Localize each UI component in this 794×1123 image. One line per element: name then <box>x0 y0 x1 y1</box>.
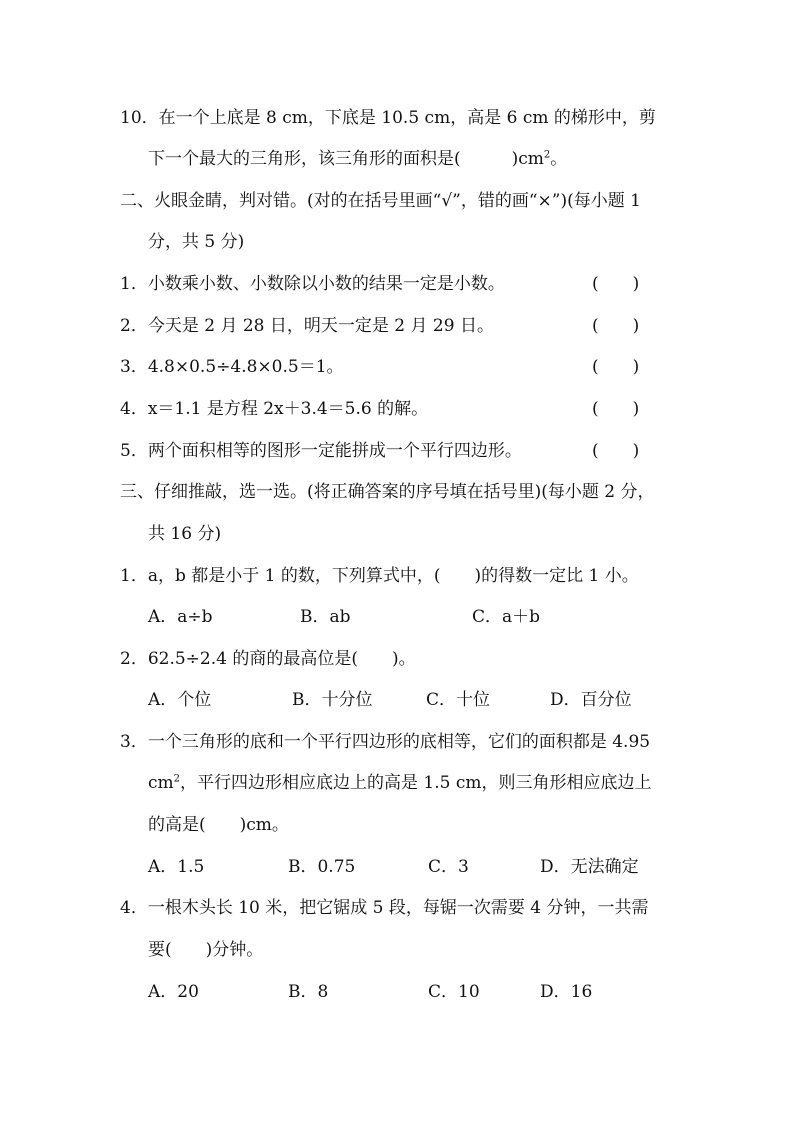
choice-q4-option-b[interactable]: B．8 <box>288 982 329 1002</box>
q10-line-2 <box>148 148 567 170</box>
judge-answer-blank-1[interactable]: ( ) <box>592 274 640 294</box>
choice-q3-line-2-text: ，平行四边形相应底边上的高是 1.5 cm，则三角形相应底边上 <box>180 773 652 793</box>
judge-answer-blank-5[interactable]: ( ) <box>592 441 640 461</box>
q10-line-2-end: 。 <box>550 149 568 169</box>
choice-q4-option-a[interactable]: A．20 <box>148 982 199 1002</box>
choice-q3-line-3: 的高是( )cm。 <box>148 815 289 835</box>
choice-q2-option-b[interactable]: B．十分位 <box>292 690 373 710</box>
choice-q4-option-d[interactable]: D．16 <box>540 982 593 1002</box>
choice-q4-line-1: 4．一根木头长 10 米，把它锯成 5 段，每锯一次需要 4 分钟，一共需 <box>120 898 649 918</box>
judge-item-5: 5．两个面积相等的图形一定能拼成一个平行四边形。 <box>120 441 522 461</box>
choice-q3-line-2 <box>148 772 652 794</box>
section3-heading-line-1: 三、仔细推敲，选一选。(将正确答案的序号填在括号里)(每小题 2 分， <box>120 482 655 502</box>
judge-answer-blank-2[interactable]: ( ) <box>592 316 640 336</box>
choice-q4-line-2: 要( )分钟。 <box>148 940 264 960</box>
choice-q3-option-c[interactable]: C．3 <box>428 857 469 877</box>
section3-heading-line-2: 共 16 分) <box>148 524 222 544</box>
choice-q1-option-a[interactable]: A．a÷b <box>148 607 213 627</box>
judge-item-3: 3．4.8×0.5÷4.8×0.5＝1。 <box>120 357 344 377</box>
choice-q2-option-c[interactable]: C．十位 <box>426 690 491 710</box>
choice-q2-stem: 2．62.5÷2.4 的商的最高位是( )。 <box>120 649 416 669</box>
choice-q4-option-c[interactable]: C．10 <box>428 982 480 1002</box>
judge-item-4: 4．x＝1.1 是方程 2x＋3.4＝5.6 的解。 <box>120 399 429 419</box>
judge-answer-blank-4[interactable]: ( ) <box>592 399 640 419</box>
q10-superscript: 2 <box>543 149 551 161</box>
choice-q3-unit: cm <box>148 773 174 793</box>
section2-heading-line-1: 二、火眼金睛，判对错。(对的在括号里画“√”，错的画“×”)(每小题 1 <box>120 191 641 211</box>
choice-q2-option-a[interactable]: A．个位 <box>148 690 212 710</box>
choice-q2-option-d[interactable]: D．百分位 <box>550 690 632 710</box>
judge-item-2: 2．今天是 2 月 28 日，明天一定是 2 月 29 日。 <box>120 316 494 336</box>
choice-q3-line-1: 3．一个三角形的底和一个平行四边形的底相等，它们的面积都是 4.95 <box>120 732 651 752</box>
choice-q1-option-c[interactable]: C．a＋b <box>472 607 541 627</box>
choice-q3-option-b[interactable]: B．0.75 <box>288 857 356 877</box>
choice-q3-option-a[interactable]: A．1.5 <box>148 857 205 877</box>
judge-item-1: 1．小数乘小数、小数除以小数的结果一定是小数。 <box>120 274 505 294</box>
judge-answer-blank-3[interactable]: ( ) <box>592 357 640 377</box>
choice-q3-superscript: 2 <box>173 773 181 785</box>
choice-q3-option-d[interactable]: D．无法确定 <box>540 857 639 877</box>
choice-q1-stem: 1．a，b 都是小于 1 的数，下列算式中，( )的得数一定比 1 小。 <box>120 566 639 586</box>
q10-line-2-text: 下一个最大的三角形，该三角形的面积是( )cm <box>148 149 544 169</box>
section2-heading-line-2: 分，共 5 分) <box>148 232 245 252</box>
choice-q1-option-b[interactable]: B．ab <box>300 607 351 627</box>
q10-line-1: 10．在一个上底是 8 cm，下底是 10.5 cm，高是 6 cm 的梯形中，剪 <box>120 108 656 128</box>
